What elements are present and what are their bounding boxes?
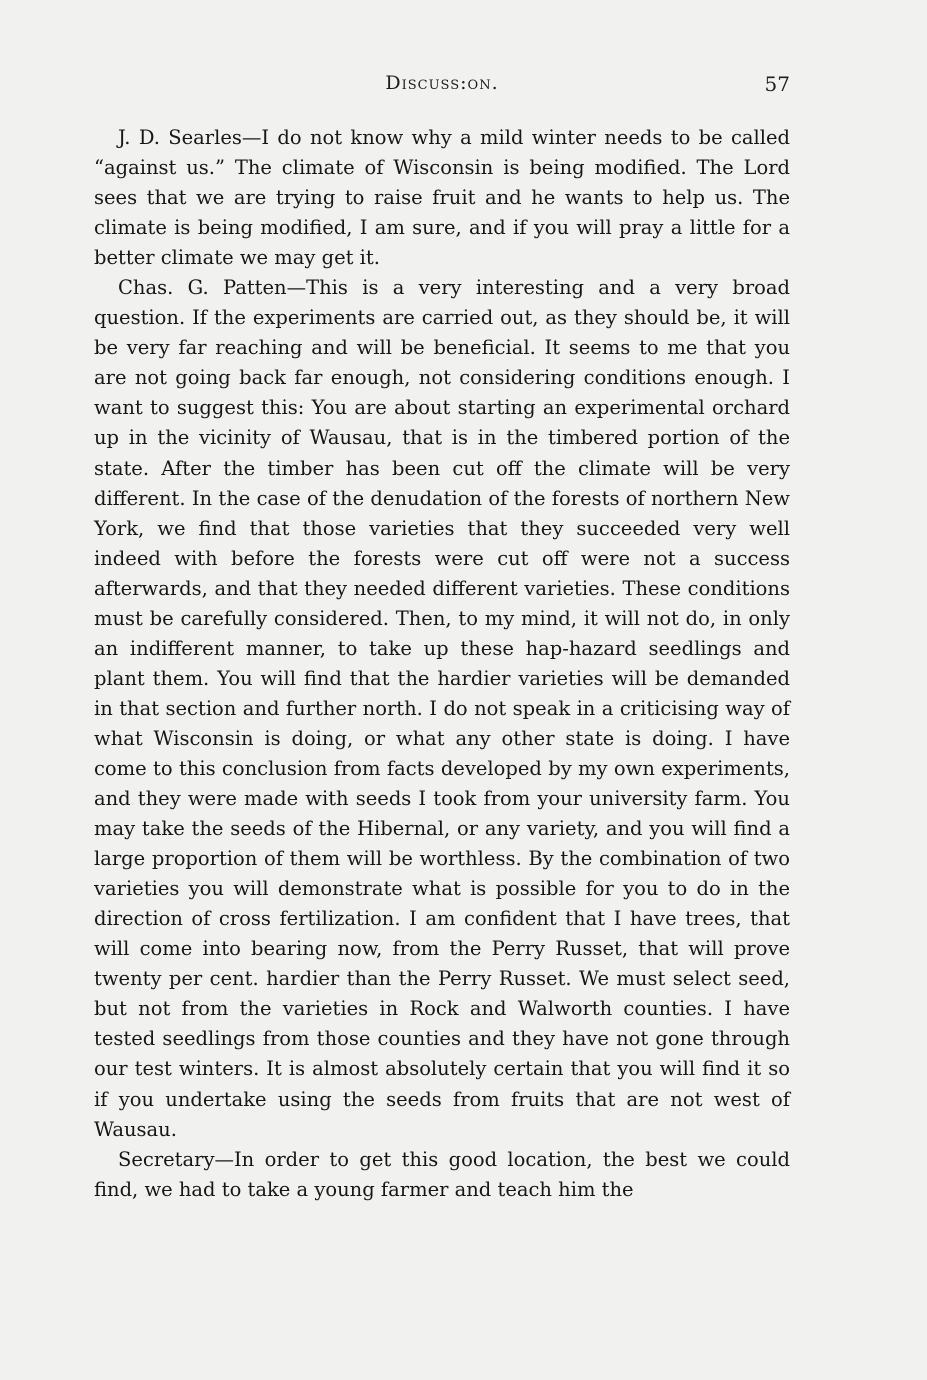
running-title: Discuss:on. — [385, 72, 499, 94]
page-number: 57 — [764, 72, 790, 96]
paragraph-secretary: Secretary—In order to get this good location, the best we could find, we had to take a young farmer and teach him the — [94, 1147, 790, 1201]
body-text — [94, 123, 790, 1205]
paragraph-patten: Chas. G. Patten—This is a very interesting and a very broad question. If the experiments are carried out, as they should be, it will be very far reaching and will be beneficial. It seems to me that you are not going back far enough, not considering conditions enough. I want to suggest this: You are about starting an experimental orchard up in the vicinity of Wausau, that is in the timbered portion of the state. After the timber has been cut off the climate will be very different. In the case of the denudation of the forests of northern New York, we find that those varieties that they succeeded very well indeed with before the forests were cut off were not a success afterwards, and that they needed different varieties. These conditions must be carefully considered. Then, to my mind, it will not do, in only an indifferent manner, to take up these hap-hazard seedlings and plant them. You will find that the hardier varieties will be demanded in that section and further north. I do not speak in a criticising way of what Wisconsin is doing, or what any other state is doing. I have come to this conclusion from facts developed by my own experiments, and they were made with seeds I took from your university farm. You may take the seeds of the Hibernal, or any variety, and you will find a large proportion of them will be worthless. By the combination of two varieties you will demonstrate what is possible for you to do in the direction of cross fertilization. I am confident that I have trees, that will come into bearing now, from the Perry Russet, that will prove twenty per cent. hardier than the Perry Russet. We must select seed, but not from the varieties in Rock and Walworth counties. I have tested seedlings from those counties and they have not gone through our test winters. It is almost absolutely certain that you will find it so if you undertake using the seeds from fruits that are not west of Wausau. — [94, 276, 790, 1141]
running-head — [94, 72, 790, 102]
paragraph-searles: J. D. Searles—I do not know why a mild winter needs to be called “against us.” The climate of Wisconsin is being modified. The Lord sees that we are trying to raise fruit and he wants to help us. The climate is being modified, I am sure, and if you will pray a little for a better climate we may get it. — [94, 126, 790, 270]
